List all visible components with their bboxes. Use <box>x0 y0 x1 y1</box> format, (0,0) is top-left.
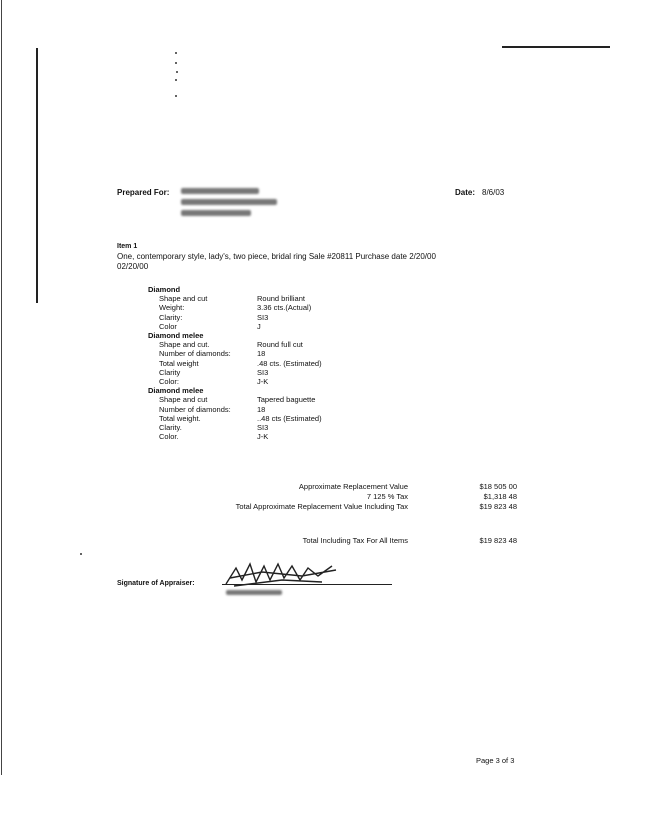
detail-label: Color. <box>159 432 179 442</box>
detail-label: Clarity. <box>159 423 182 432</box>
redacted-name <box>181 188 259 194</box>
redacted-appraiser-name <box>226 590 282 595</box>
detail-value: 18 <box>257 404 266 414</box>
detail-label: Color <box>159 321 177 331</box>
total-including-tax-label: Total Approximate Replacement Value Including Tax <box>235 502 408 511</box>
section-heading: Diamond melee <box>148 386 204 396</box>
scan-dot <box>175 52 177 54</box>
detail-value: ..48 cts (Estimated) <box>257 413 322 423</box>
detail-label: Number of diamonds: <box>159 349 231 359</box>
signature-scribble <box>222 558 342 594</box>
scan-dot <box>176 71 178 73</box>
scan-edge-line <box>1 0 2 775</box>
section-heading: Diamond <box>148 285 181 294</box>
detail-label: Clarity: <box>159 312 183 322</box>
scan-margin-bar <box>36 48 38 303</box>
detail-value: 3.36 cts.(Actual) <box>257 303 312 313</box>
detail-label: Color: <box>159 377 180 386</box>
detail-label: Shape and cut <box>159 294 208 304</box>
detail-label: Total weight <box>159 358 199 368</box>
all-items-total-amount: $19 823 48 <box>479 536 517 545</box>
detail-label: Weight: <box>159 303 185 313</box>
prepared-for-label: Prepared For: <box>117 188 170 197</box>
item-title: Item 1 <box>117 243 138 250</box>
all-items-total-label: Total Including Tax For All Items <box>302 536 408 545</box>
detail-value: Round full cut <box>257 340 303 350</box>
item-description-line1: One, contemporary style, lady's, two piece, bridal ring Sale #20811 Purchase date 2/20/00 <box>117 252 436 261</box>
signature-label: Signature of Appraiser: <box>117 580 195 587</box>
replacement-value-amount: $18 505 00 <box>479 482 517 491</box>
date-value: 8/6/03 <box>482 188 505 197</box>
scan-top-line <box>502 46 610 48</box>
section-heading: Diamond melee <box>148 331 204 340</box>
redacted-city <box>181 210 251 216</box>
detail-value: .48 cts. (Estimated) <box>257 358 322 368</box>
tax-amount: $1,318 48 <box>483 492 517 501</box>
date-label: Date: <box>455 188 476 197</box>
redacted-address <box>181 199 277 205</box>
detail-value: J-K <box>257 377 269 386</box>
detail-label: Clarity <box>159 367 181 377</box>
detail-value: 18 <box>257 349 266 359</box>
detail-label: Number of diamonds: <box>159 404 231 414</box>
tax-label: 7 125 % Tax <box>366 492 408 501</box>
detail-value: Round brilliant <box>257 294 305 304</box>
scan-dot <box>175 95 177 97</box>
item-description-line2: 02/20/00 <box>117 262 149 271</box>
detail-value: SI3 <box>257 423 269 432</box>
detail-label: Total weight. <box>159 413 201 423</box>
detail-value: Tapered baguette <box>257 395 316 405</box>
replacement-value-label: Approximate Replacement Value <box>298 482 408 491</box>
scan-dot <box>175 79 177 81</box>
scan-dot <box>80 553 82 555</box>
detail-value: J <box>257 321 261 331</box>
total-including-tax-amount: $19 823 48 <box>479 502 517 511</box>
detail-value: SI3 <box>257 367 269 377</box>
detail-label: Shape and cut. <box>159 340 210 350</box>
detail-value: SI3 <box>257 312 269 322</box>
signature-line <box>222 584 392 585</box>
detail-value: J-K <box>257 432 269 442</box>
detail-label: Shape and cut <box>159 395 208 405</box>
scan-dot <box>175 62 177 64</box>
page-number: Page 3 of 3 <box>476 756 515 765</box>
